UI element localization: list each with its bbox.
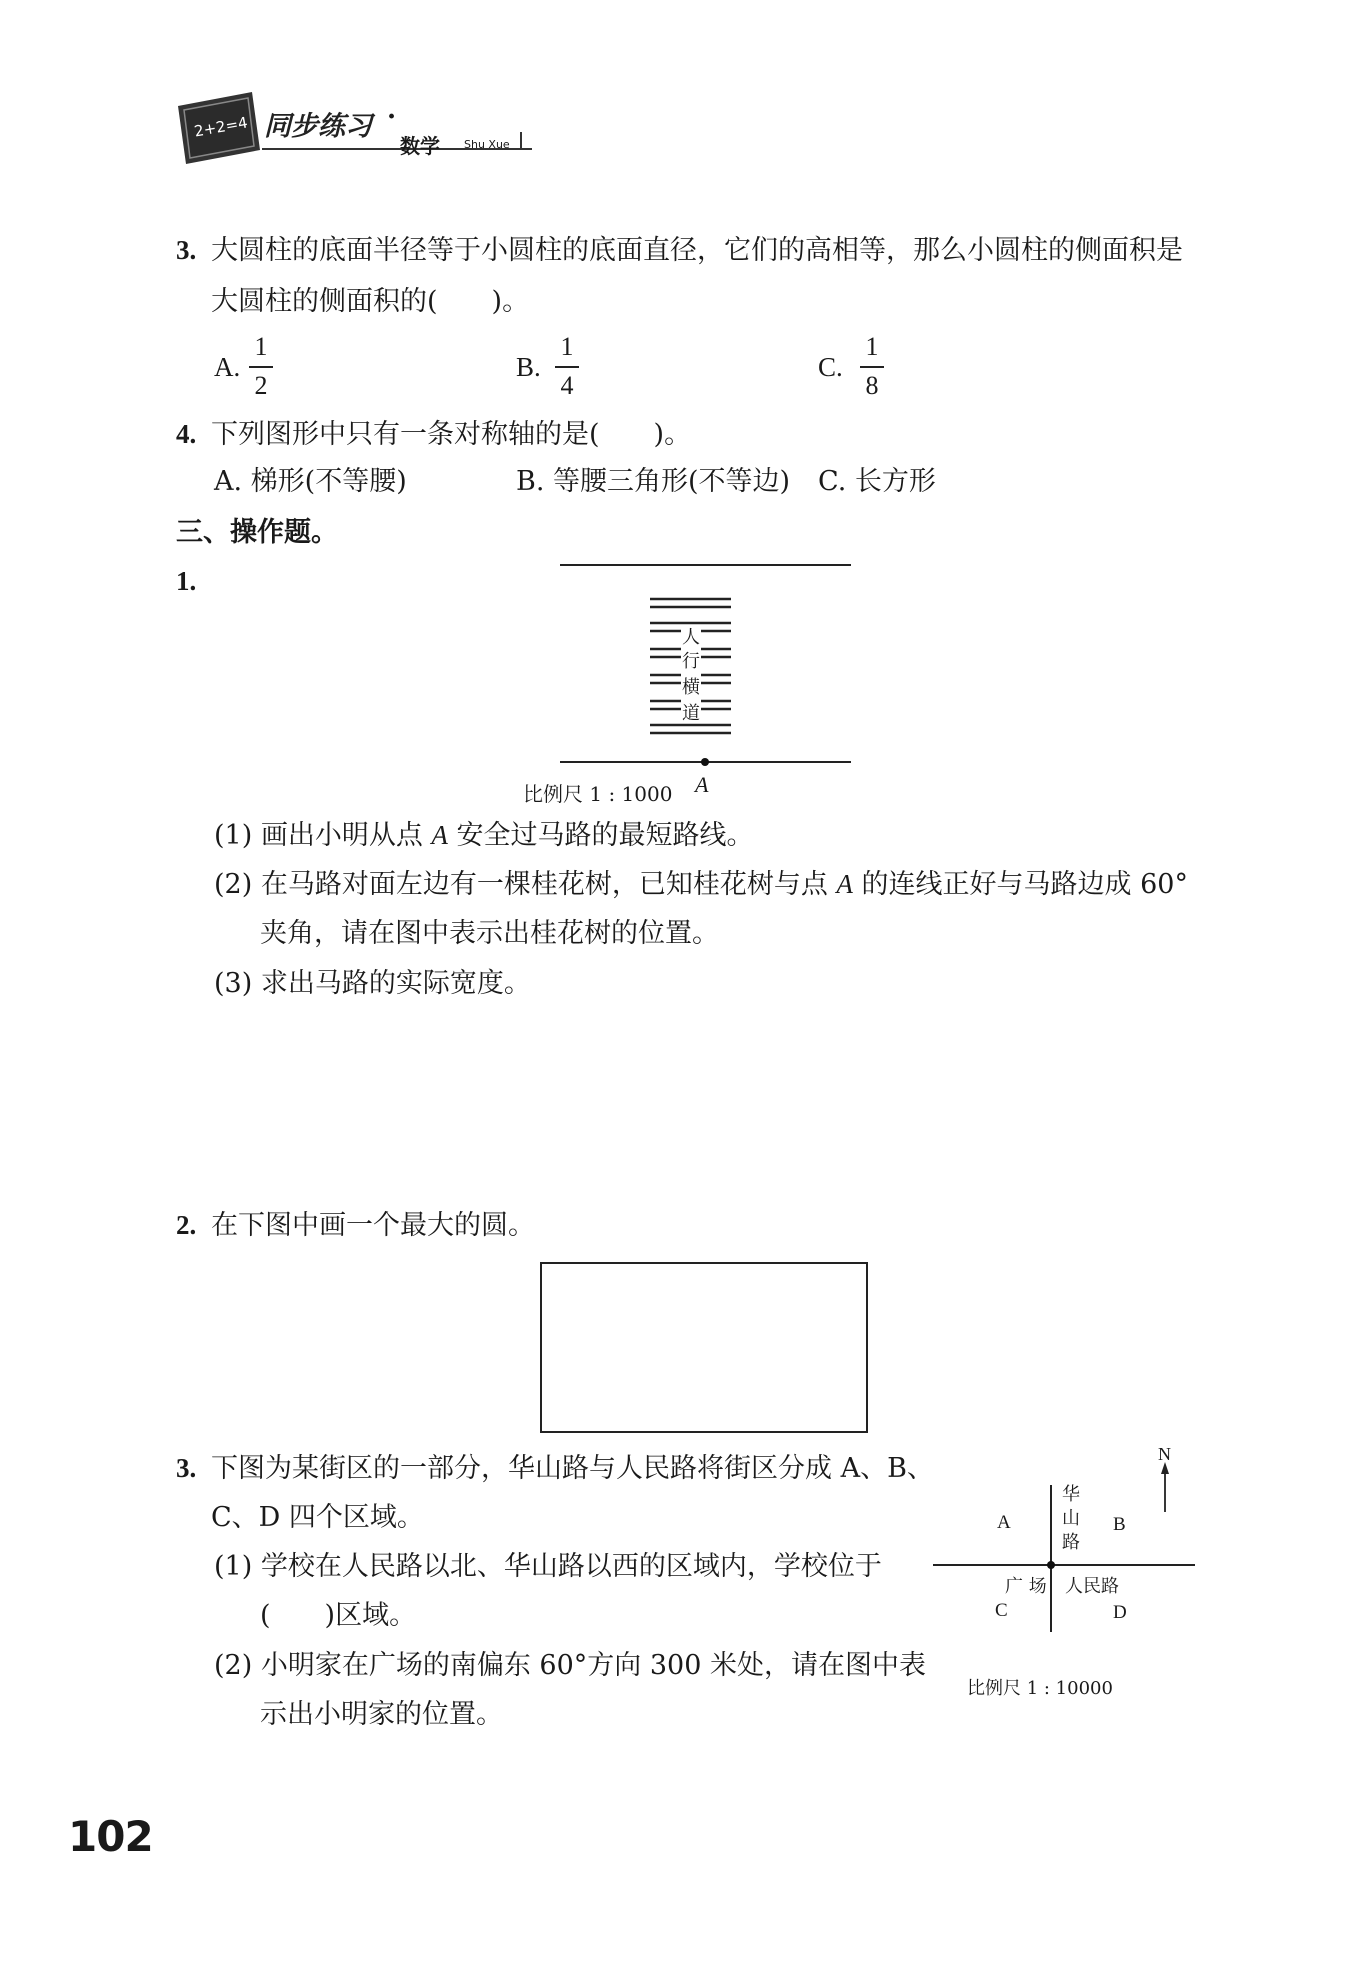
op2-text: 在下图中画一个最大的圆。	[211, 1210, 535, 1241]
region-d-label: D	[1113, 1602, 1127, 1623]
op1-sub2: (2) 在马路对面左边有一棵桂花树，已知桂花树与点 A 的连线正好与马路边成 60°	[214, 869, 1188, 900]
q4-number: 4.	[176, 419, 197, 449]
q3-line1: 大圆柱的底面半径等于小圆柱的底面直径，它们的高相等，那么小圆柱的侧面积是	[211, 235, 1183, 266]
page-number: 102	[68, 1812, 153, 1861]
crosswalk-char-3: 横	[682, 677, 700, 698]
denominator: 2	[254, 370, 268, 400]
q3-line2: 大圆柱的侧面积的( )。	[211, 286, 530, 317]
region-c-label: C	[995, 1600, 1008, 1621]
q4-option-b: B. 等腰三角形(不等边)	[516, 466, 791, 497]
point-a-dot	[701, 758, 709, 766]
q3-option-b-fraction	[555, 334, 579, 399]
subject-pinyin: Shu Xue	[464, 138, 510, 151]
fraction-bar	[555, 366, 579, 368]
numerator: 1	[865, 332, 879, 361]
title-dot: ·	[387, 102, 397, 132]
road-vertical-char-1: 华	[1062, 1484, 1080, 1505]
drawing-rectangle[interactable]	[540, 1262, 868, 1433]
q3-option-a-fraction	[249, 334, 273, 399]
op3-number: 3.	[176, 1453, 197, 1483]
op1-scale: 比例尺 1 : 1000	[523, 782, 673, 806]
q4-option-a: A. 梯形(不等腰)	[214, 466, 407, 497]
region-b-label: B	[1113, 1514, 1126, 1535]
north-label: N	[1158, 1444, 1171, 1464]
section-title: 三、操作题。	[176, 517, 338, 548]
numerator: 1	[254, 332, 268, 361]
renmin-road-label: 人民路	[1065, 1576, 1119, 1597]
op1-sub3: (3) 求出马路的实际宽度。	[214, 968, 531, 999]
op3-sub2-line2: 示出小明家的位置。	[260, 1699, 503, 1730]
fraction-bar	[249, 366, 273, 368]
square-dot	[1047, 1561, 1055, 1569]
op3-sub2-line1: (2) 小明家在广场的南偏东 60°方向 300 米处，请在图中表	[214, 1650, 926, 1681]
op3-sub1-line1: (1) 学校在人民路以北、华山路以西的区域内，学校位于	[214, 1551, 882, 1582]
q3-option-a-label: A.	[214, 352, 241, 382]
road-vertical-char-3: 路	[1062, 1532, 1080, 1553]
region-a-label: A	[997, 1512, 1011, 1533]
q3-number: 3.	[176, 235, 197, 265]
denominator: 4	[560, 370, 574, 400]
op3-sub1-line2: ( )区域。	[260, 1600, 417, 1631]
header-logo	[172, 88, 532, 168]
numerator: 1	[560, 332, 574, 361]
op3-line2: C、D 四个区域。	[211, 1502, 424, 1533]
op3-line1: 下图为某街区的一部分，华山路与人民路将街区分成 A、B、	[211, 1453, 934, 1484]
crosswalk-char-1: 人	[682, 627, 700, 648]
op1-sub2-line2: 夹角，请在图中表示出桂花树的位置。	[260, 918, 719, 949]
crosswalk-diagram	[555, 555, 865, 805]
street-map	[925, 1444, 1205, 1700]
subject-title: 数学	[400, 134, 440, 158]
crosswalk-char-2: 行	[682, 651, 700, 672]
op1-number: 1.	[176, 566, 197, 596]
fraction-bar	[860, 366, 884, 368]
denominator: 8	[865, 370, 879, 400]
crosswalk-char-4: 道	[682, 703, 700, 724]
map-scale: 比例尺 1 : 10000	[967, 1678, 1113, 1699]
road-svg	[555, 555, 865, 805]
square-label: 广 场	[1005, 1576, 1047, 1597]
op1-sub1: (1) 画出小明从点 A 安全过马路的最短路线。	[214, 820, 754, 851]
q3-option-c-label: C.	[818, 352, 843, 382]
op1-point-a-label: A	[695, 772, 709, 797]
series-title: 同步练习	[264, 111, 372, 142]
op2-number: 2.	[176, 1210, 197, 1240]
road-vertical-char-2: 山	[1062, 1508, 1080, 1529]
q4-option-c: C. 长方形	[818, 466, 936, 497]
blackboard-text: 2+2=4	[192, 113, 249, 141]
q3-option-c-fraction	[860, 334, 884, 399]
q4-text: 下列图形中只有一条对称轴的是( )。	[211, 419, 692, 450]
q3-option-b-label: B.	[516, 352, 541, 382]
